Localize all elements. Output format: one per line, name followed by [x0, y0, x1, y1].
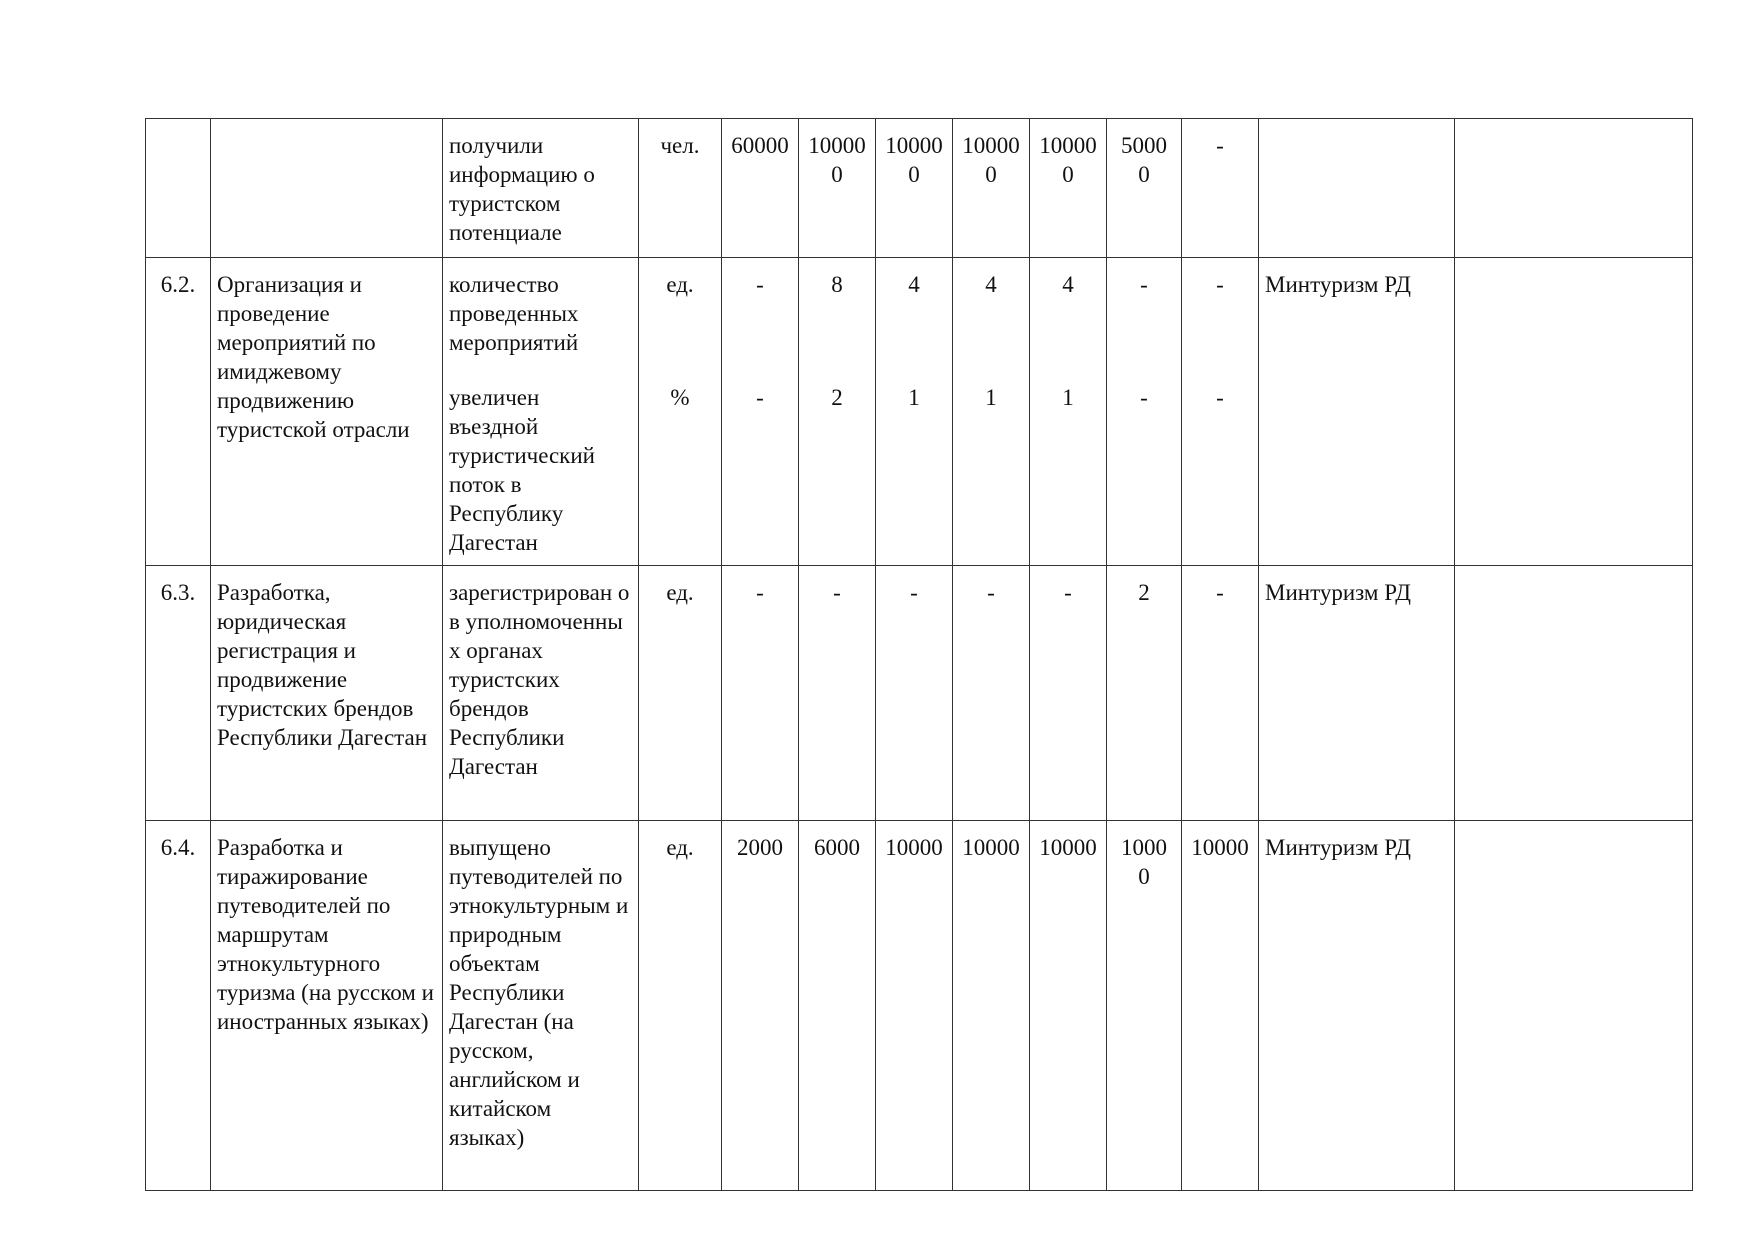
indicator-text: количество проведенных мероприятий	[449, 272, 579, 355]
value-cell	[876, 821, 953, 1191]
indicator-value: 10000	[1039, 835, 1097, 860]
item-number: 6.2.	[146, 258, 211, 566]
measure-name: Разработка, юридическая регистрация и продвижение туристских брендов Республики Дагестан	[211, 566, 443, 821]
indicator-value: 8	[831, 272, 843, 297]
unit-value: ед.	[666, 580, 694, 605]
indicator-value: -	[756, 580, 764, 605]
value-cell	[876, 119, 953, 258]
value-cell	[876, 258, 953, 566]
item-number	[146, 119, 211, 258]
indicator-value: 10000 0	[885, 133, 943, 187]
executor-cell: Минтуризм РД	[1259, 821, 1455, 1191]
indicator-value: 4	[1062, 272, 1074, 297]
indicator-value: 10000 0	[808, 133, 866, 187]
indicator-text: увеличен въездной туристический поток в Республику Дагестан	[449, 385, 595, 555]
item-number: 6.3.	[146, 566, 211, 821]
indicator-value: -	[1216, 580, 1224, 605]
table-row	[146, 566, 1693, 821]
note-cell	[1455, 821, 1693, 1191]
value-cell	[799, 119, 876, 258]
unit-cell	[639, 821, 722, 1191]
indicator-value: 5000 0	[1121, 133, 1167, 187]
value-cell	[799, 566, 876, 821]
measure-name: Разработка и тиражирование путеводителей по маршрутам этнокультурного туризма (на русском и иностранных языках)	[211, 821, 443, 1191]
indicator-value: 6000	[814, 835, 860, 860]
indicator-text: зарегистрирован о в уполномоченны х органах туристских брендов Республики Дагестан	[449, 580, 630, 779]
unit-value: %	[670, 385, 690, 410]
indicator-value: -	[1216, 133, 1224, 158]
value-cell	[1107, 258, 1182, 566]
value-cell	[722, 566, 799, 821]
indicator-value: 2000	[737, 835, 783, 860]
executor-cell	[1259, 119, 1455, 258]
value-cell	[1182, 566, 1259, 821]
indicator-value: -	[1140, 272, 1148, 297]
note-cell	[1455, 258, 1693, 566]
value-cell	[722, 258, 799, 566]
table-row	[146, 258, 1693, 566]
unit-value: ед.	[666, 835, 694, 860]
note-cell	[1455, 566, 1693, 821]
value-cell	[1030, 821, 1107, 1191]
value-cell	[722, 821, 799, 1191]
measures-table	[145, 118, 1693, 1191]
value-cell	[1030, 119, 1107, 258]
indicator-value: -	[1064, 580, 1072, 605]
indicator-cell	[443, 821, 639, 1191]
indicator-value: 10000 0	[1039, 133, 1097, 187]
table-row	[146, 119, 1693, 258]
indicator-value: 60000	[731, 133, 789, 158]
indicator-text: выпущено путеводителей по этнокультурным и природным объектам Республики Дагестан (на русском, английском и китайском языках)	[449, 835, 629, 1150]
measure-name: Организация и проведение мероприятий по имиджевому продвижению туристской отрасли	[211, 258, 443, 566]
executor-cell: Минтуризм РД	[1259, 566, 1455, 821]
value-cell	[1030, 258, 1107, 566]
unit-cell	[639, 566, 722, 821]
value-cell	[722, 119, 799, 258]
indicator-value: 1	[1062, 385, 1074, 410]
value-cell	[876, 566, 953, 821]
indicator-value: -	[1216, 272, 1224, 297]
value-cell	[1182, 258, 1259, 566]
value-cell	[1182, 821, 1259, 1191]
table-row	[146, 821, 1693, 1191]
measure-name	[211, 119, 443, 258]
indicator-value: 10000	[1191, 835, 1249, 860]
value-cell	[953, 258, 1030, 566]
indicator-value: -	[1140, 385, 1148, 410]
value-cell	[953, 566, 1030, 821]
indicator-value: 10000 0	[962, 133, 1020, 187]
indicator-text: получили информацию о туристском потенциале	[449, 133, 595, 245]
indicator-value: 4	[985, 272, 997, 297]
value-cell	[799, 821, 876, 1191]
executor-cell: Минтуризм РД	[1259, 258, 1455, 566]
value-cell	[1030, 566, 1107, 821]
indicator-cell	[443, 258, 639, 566]
indicator-value: 2	[1138, 580, 1150, 605]
value-cell	[1107, 566, 1182, 821]
note-cell	[1455, 119, 1693, 258]
indicator-value: 4	[908, 272, 920, 297]
indicator-value: 2	[831, 385, 843, 410]
indicator-value: -	[756, 385, 764, 410]
value-cell	[799, 258, 876, 566]
indicator-value: -	[756, 272, 764, 297]
value-cell	[1107, 119, 1182, 258]
value-cell	[1182, 119, 1259, 258]
indicator-value: -	[1216, 385, 1224, 410]
indicator-value: 1	[985, 385, 997, 410]
indicator-value: -	[833, 580, 841, 605]
indicator-value: 1	[908, 385, 920, 410]
item-number: 6.4.	[146, 821, 211, 1191]
unit-value: чел.	[660, 133, 700, 158]
table-body	[146, 119, 1693, 1191]
value-cell	[953, 821, 1030, 1191]
unit-cell	[639, 258, 722, 566]
indicator-value: 10000	[885, 835, 943, 860]
unit-cell	[639, 119, 722, 258]
indicator-value: 10000	[962, 835, 1020, 860]
indicator-value: -	[910, 580, 918, 605]
indicator-value: 1000 0	[1121, 835, 1167, 889]
indicator-value: -	[987, 580, 995, 605]
value-cell	[953, 119, 1030, 258]
value-cell	[1107, 821, 1182, 1191]
unit-value: ед.	[666, 272, 694, 297]
indicator-cell	[443, 119, 639, 258]
indicator-cell	[443, 566, 639, 821]
